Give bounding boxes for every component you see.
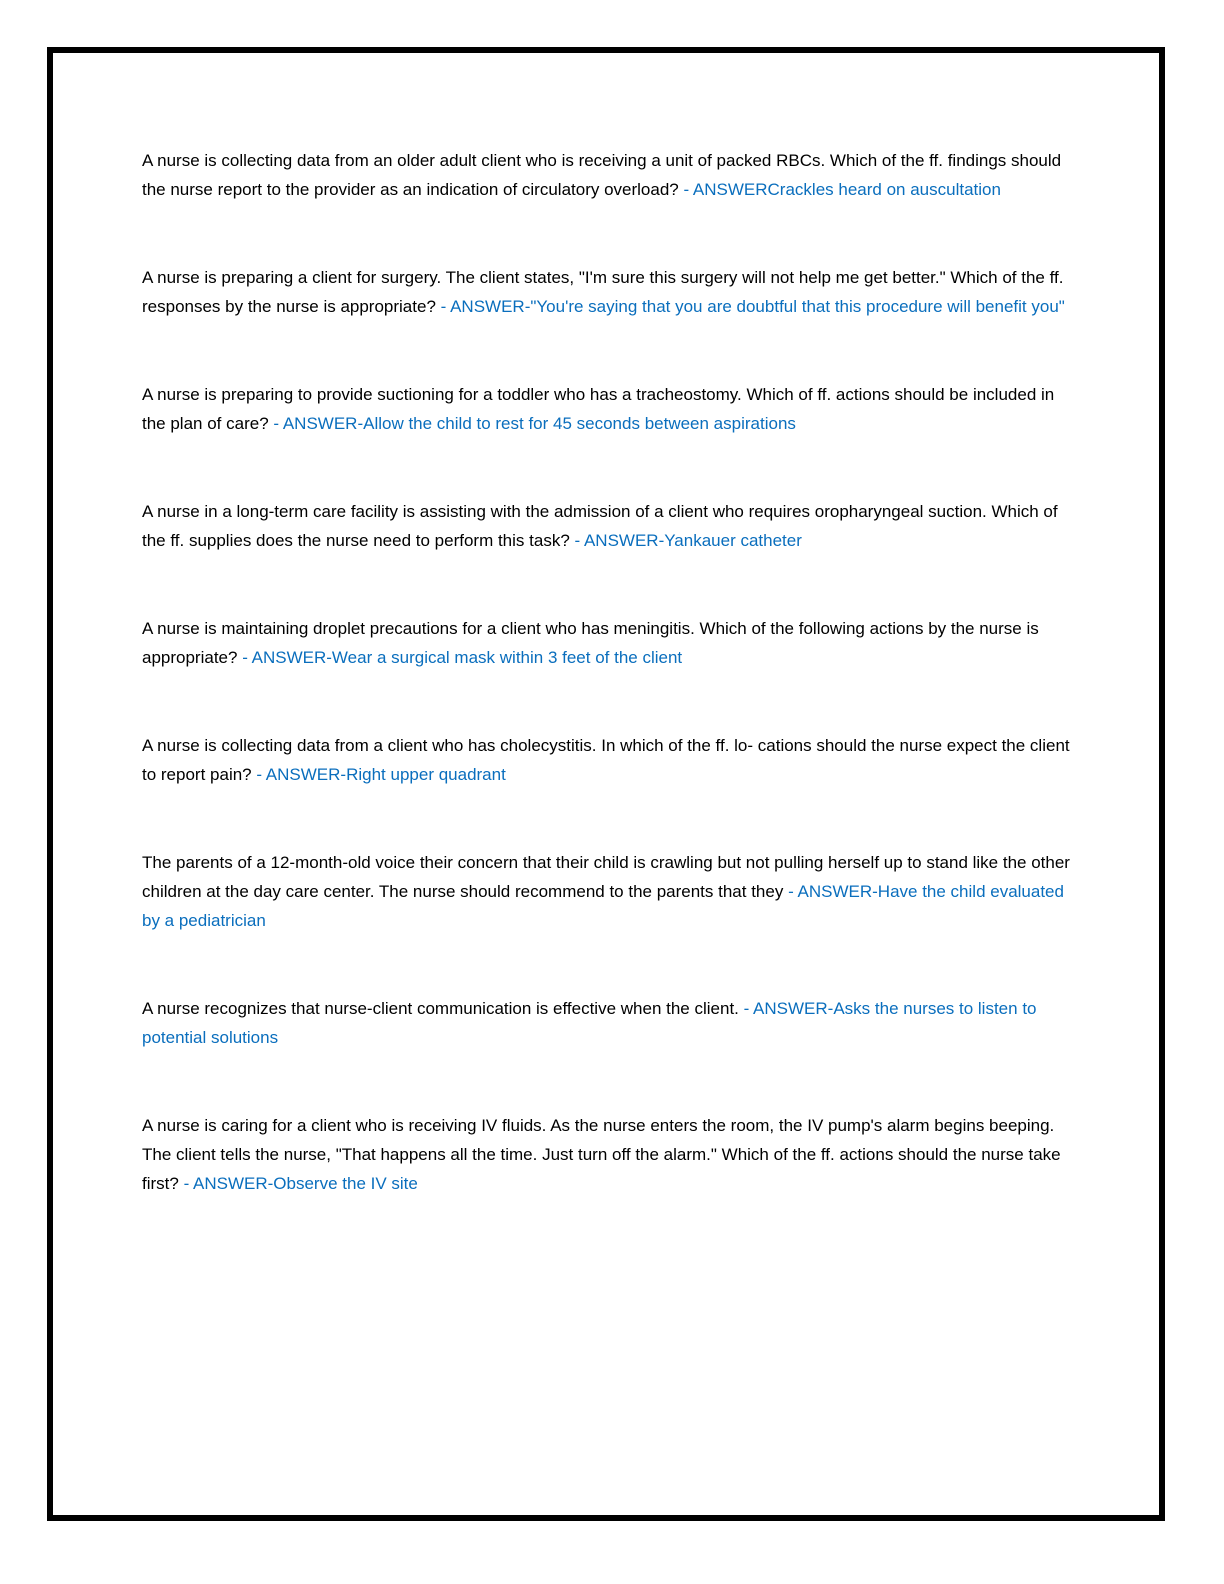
answer-text: - ANSWER-"You're saying that you are doubtful that this procedure will benefit you" <box>435 297 1065 316</box>
question-text: A nurse is preparing to provide suctioning for a toddler who has a tracheostomy. Which of ff. actions should be included in the plan of care? <box>142 385 1055 433</box>
question-text: A nurse is caring for a client who is receiving IV fluids. As the nurse enters the room, the IV pump's alarm begins beeping. The client tells the nurse, "That happens all the time. Just turn off the alarm." Which of the ff. actions should the nurse take first? <box>142 1116 1061 1193</box>
answer-text: - ANSWER-Wear a surgical mask within 3 feet of the client <box>237 648 683 667</box>
qa-item <box>142 1111 1072 1198</box>
question-text: The parents of a 12-month-old voice their concern that their child is crawling but not pulling herself up to stand like the other children at the day care center. The nurse should recommend to the parents that they <box>142 853 1070 901</box>
qa-item <box>142 380 1072 438</box>
document-body <box>142 146 1072 1257</box>
qa-item <box>142 146 1072 204</box>
qa-item <box>142 994 1072 1052</box>
qa-item <box>142 614 1072 672</box>
question-text: A nurse is collecting data from an older adult client who is receiving a unit of packed RBCs. Which of the ff. findings should the nurse report to the provider as an indication of circulatory overload? <box>142 151 1062 199</box>
question-text: A nurse in a long-term care facility is assisting with the admission of a client who requires oropharyngeal suction. Which of the ff. supplies does the nurse need to perform this task? <box>142 502 1058 550</box>
answer-text: - ANSWER-Yankauer catheter <box>569 531 802 550</box>
answer-text: - ANSWER-Allow the child to rest for 45 seconds between aspirations <box>268 414 796 433</box>
qa-item <box>142 497 1072 555</box>
question-text: A nurse is preparing a client for surgery. The client states, "I'm sure this surgery will not help me get better." Which of the ff. responses by the nurse is appropriate? <box>142 268 1064 316</box>
answer-text: - ANSWERCrackles heard on auscultation <box>678 180 1001 199</box>
question-text: A nurse is collecting data from a client who has cholecystitis. In which of the ff. lo- cations should the nurse expect the client to report pain? <box>142 736 1070 784</box>
qa-item <box>142 263 1072 321</box>
answer-text: - ANSWER-Right upper quadrant <box>251 765 506 784</box>
qa-item <box>142 848 1072 935</box>
question-text: A nurse is maintaining droplet precautions for a client who has meningitis. Which of the following actions by the nurse is appropriate? <box>142 619 1039 667</box>
answer-text: - ANSWER-Asks the nurses to listen to potential solutions <box>142 999 1037 1047</box>
answer-text: - ANSWER-Observe the IV site <box>178 1174 418 1193</box>
question-text: A nurse recognizes that nurse-client communication is effective when the client. <box>142 999 739 1018</box>
qa-item <box>142 731 1072 789</box>
answer-text: - ANSWER-Have the child evaluated by a pediatrician <box>142 882 1064 930</box>
